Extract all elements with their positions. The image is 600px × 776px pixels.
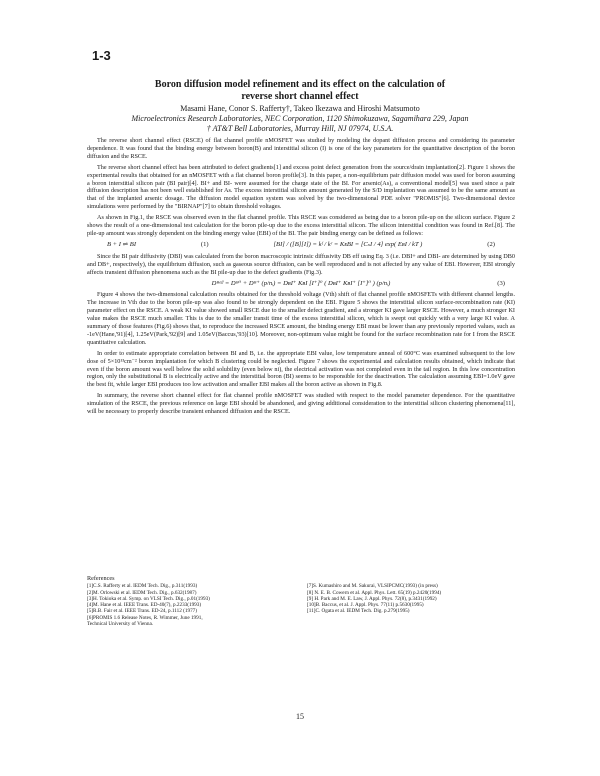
equation-row-1-2 [107, 241, 495, 249]
equation-row-3 [87, 280, 515, 288]
reference-item: [3]H. Tokioka et al. Symp. on VLSI Tech. Dig., p.01(1993) [87, 595, 210, 602]
reference-item: [9] H. Park and M. E. Law, J. Appl. Phys. 72(8), p.3431(1992) [307, 595, 437, 602]
page-number: 15 [296, 712, 304, 721]
equation-2-number: (2) [487, 240, 495, 248]
references-columns [87, 583, 515, 627]
reference-item: [1]C.S. Rafferty et al. IEDM Tech. Dig., p.311(1993) [87, 583, 198, 590]
paragraph-5: In order to estimate appropriate correlation between BI and B, i.e. the appropriate EBI value, low temperature anneal of 600°C was examined subsequent to the low dose of 5×10¹³cm⁻² boron implantation for which B clustering could be neglected. Figure 7 shows the experimental and calculation results obtained, which indicate that even if the boron amount was well below the solid solubility (even below ni), the electrical activation was not completed even in the tail region. In this low concentration region, only the substitutional B is electrically active and the interstitial boron (BI) seems to be responsible for the deactivation. The calculation assuming EBI=1.0eV gave the best fit, while larger EBI produces too low activation and smaller EBI makes all the boron active as shown in Fig.8. [87, 349, 515, 389]
paragraph-3: Since the BI pair diffusivity (DBI) was calculated from the boron macroscopic intrinsic diffusivity DB eff using Eq. 3 (i.e. DBI+ and DBI- are determined by using DB0 and DB+, respectively), the equilibrium diffusion, such as gaseous source diffusion, can be well reproduced and is not affected by any value of EBI. However, EBI strongly affects transient diffusion phenomena such as the BI pile-up due to the defect gradients (Fig.3). [87, 252, 515, 276]
references-right-column [307, 583, 515, 627]
references-title: References [87, 575, 115, 582]
affiliation-1: Microelectronics Research Laboratories, NEC Corporation, 1120 Shimokuzawa, Sagamihara 229, Japan [131, 114, 469, 123]
author-list: Masami Hane, Conor S. Rafferty†, Takeo Ikezawa and Hiroshi Matsumoto [180, 104, 420, 113]
references-left-column [87, 583, 295, 627]
paragraph-2: As shown in Fig.1, the RSCE was observed even in the flat channel profile. This RSCE was considered as being due to a boron pile-up on the silicon surface. Figure 2 shows the result of a one-dimensional test calculation for the boron pile-up due to the excess interstitial silicon. The silicon interstitial condition was found in Ref.[8]. The pile-up amount was strongly dependent on the binding energy value (EBI) of the BI. The pair binding energy can be defined as follows: [87, 214, 515, 237]
paper-title [100, 79, 500, 103]
reference-item: [11]C. Ogata et al. IEDM Tech. Dig. p.279(1995) [307, 608, 410, 615]
session-id: 1-3 [92, 48, 111, 63]
affiliation-2: † AT&T Bell Laboratories, Murray Hill, NJ 07974, U.S.A. [206, 124, 394, 133]
abstract-paragraph: The reverse short channel effect (RSCE) of flat channel profile nMOSFET was studied by modeling the dopant diffusion process and considering its parameter dependence. It was found that the binding energy between boron(B) and interstitial silicon (I) is one of the key parameters for the quantitative description of the boron diffusion and the RSCE. [87, 137, 515, 160]
reference-item: [10]B. Baccus, et al. J. Appl. Phys. 77(11) p.5630(1995) [307, 602, 424, 609]
reference-item: [5]R.B. Fair et al. IEEE Trans. ED-24, p.1112 (1977) [87, 608, 197, 615]
equation-3: Dᴮᵉᶠᶠ = Dᴮ⁰ + Dᴮ⁺ (p/nᵢ) = DʙI⁺ KʙI [I⁺]⁰ ( DʙI⁺ KʙI⁺ [I⁺]⁰ ) (p/nᵢ) [211, 279, 391, 287]
title-line-1: Boron diffusion model refinement and its effect on the calculation of [154, 79, 446, 90]
paragraph-4: Figure 4 shows the two-dimensional calculation results obtained for the threshold voltage (Vth) shift of flat channel profile nMOSFETs with different channel lengths. The increase in Vth due to the boron pile-up was also found to be strongly dependent on the EBI. Figure 5 shows the interstitial silicon surface-recombination rate (KI) parameter effect on the RSCE. A weak KI value showed small RSCE due to the smaller defect gradient, and a stronger KI gave larger RSCE. However, a much stronger KI value makes the RSCE much smaller. This is due to the smaller transit time of the excess interstitial silicon, which is swept out quickly with a very large KI value. A summary of those features (Fig.6) shows that, to reproduce the increased RSCE amount, the binding energy EBI must be lower than any previously reported values, such as -1eV(Hane,'91)[4], 1.25eV(Park,'92)[9] and 1.05eV(Baccus,'93)[10]. Moreover, non-optimum value might be found for the surface recombination rate for I from the RSCE quantitative calculation. [87, 291, 515, 346]
paragraph-1: The reverse short channel effect has been attributed to defect gradients[1] and excess point defect generation from the source/drain implantation[2]. Figure 1 shows the experimental results that obtained for an nMOSFET with a flat channel boron profile[3]. In this paper, a non-equilibrium pair diffusion model was used for boron assuming a boron interstitial silicon pair (BI pair)[4]. BI+ and BI- were assumed for the charge state of the BI. For arsenic(As), a conventional model[5] was used since a pair diffusion description has not been well established for As. The excess interstitial silicon amount generated by the S/D implantation was assumed to be the same amount as that of the implanted arsenic dosage. The diffusion model equation system was solved by the two-dimensional PDE solver "PROMIS"[6]. Two-dimensional device simulations were performed by the "BIRNAP"[7] to obtain threshold voltages. [87, 163, 515, 211]
reference-item: [8] N. E. B. Cowern et al. Appl. Phys. Lett. 65(19) p.2420(1994) [307, 589, 442, 596]
title-line-2: reverse short channel effect [241, 91, 359, 102]
reference-item: Technical University of Vienna. [87, 621, 154, 628]
reference-item: [6]PROMIS 1.6 Release Notes, R. Wimmer, June 1991, [87, 614, 203, 621]
equation-1: B + I ⇌ BI [107, 240, 137, 248]
reference-item: [4]M. Hane et al. IEEE Trans. ED-40(7), p.2233(1993) [87, 602, 202, 609]
equation-2: [BI] / ([B][I]) = kᶠ / kʳ = KᴇBI = [CₛI / 4] exp( EʙI / kT ) [273, 240, 423, 248]
references-section [87, 576, 515, 627]
body-text [87, 137, 515, 419]
reference-item: [2]M. Orlowski et al. IEDM Tech. Dig., p.632(1987) [87, 589, 197, 596]
reference-item: [7]S. Kumashiro and M. Sakurai, VLSIPCMC(1993) (in press) [307, 583, 438, 590]
equation-3-number: (3) [497, 279, 505, 287]
paragraph-6: In summary, the reverse short channel effect for flat channel profile nMOSFET was studied with respect to the model parameter dependence. For the quantitative simulation of the RSCE, the previous reference on large EBI should be abandoned, and giving additional consideration to the interstitial silicon clustering phenomena[11], will be necessary to properly describe transient enhanced diffusion and the RSCE. [87, 392, 515, 416]
author-block [100, 104, 500, 134]
equation-1-number: (1) [200, 240, 209, 248]
